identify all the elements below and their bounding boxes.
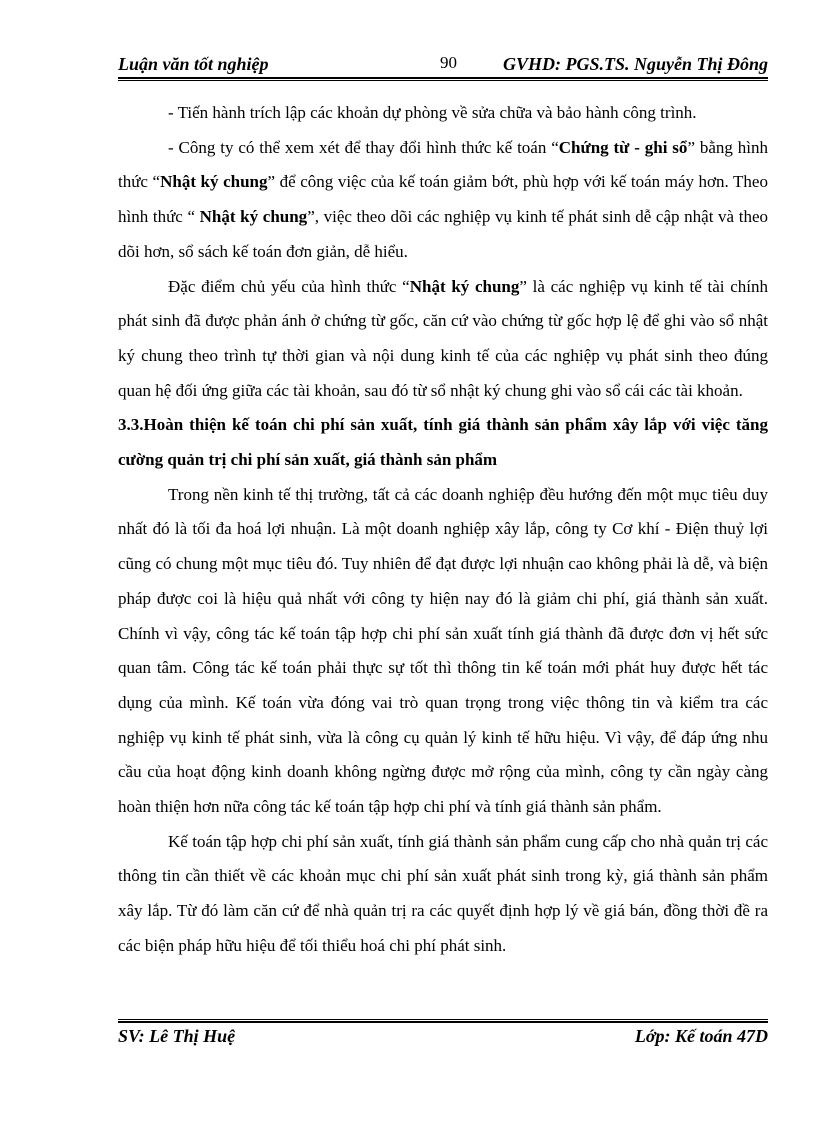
footer-class: Lớp: Kế toán 47D	[634, 1026, 768, 1046]
header-supervisor: GVHD: PGS.TS. Nguyễn Thị Đông	[502, 54, 768, 74]
paragraph-provision: - Tiến hành trích lập các khoản dự phòng về sửa chữa và bảo hành công trình.	[168, 103, 697, 122]
paragraph-cost-accounting: Kế toán tập hợp chi phí sản xuất, tính giá thành sản phẩm cung cấp cho nhà quản trị các thông tin cần thiết về các khoản mục chi phí sản xuất phát sinh trong kỳ, giá thành sản phẩm xây lắp. Từ đó làm căn cứ để nhà quản trị ra các quyết định hợp lý về giá bán, đồng thời đề ra các biện pháp hữu hiệu để tối thiểu hoá chi phí phát sinh.	[118, 831, 768, 955]
page-header	[118, 50, 768, 78]
text-run: ” bằng hình thức “	[118, 137, 768, 192]
bold-term: Nhật ký chung	[409, 276, 520, 296]
bold-term: Nhật ký chung	[199, 207, 308, 227]
bold-term: Nhật ký chung	[160, 172, 268, 192]
text-run: ” là các nghiệp vụ kinh tế tài chính phát sinh đã được phản ánh ở chứng từ gốc, căn cứ vào chứng từ gốc hợp lệ để ghi vào sổ nhật ký chung theo trình tự thời gian và nội dung kinh tế của các nghiệp vụ phát sinh theo đúng quan hệ đối ứng giữa các tài khoản, sau đó từ sổ nhật ký chung ghi vào sổ cái các tài khoản.	[118, 276, 768, 400]
paragraph-accounting-form	[118, 131, 768, 270]
text-run: Đặc điểm chủ yếu của hình thức “	[168, 276, 410, 296]
footer-student: SV: Lê Thị Huệ	[118, 1026, 236, 1046]
paragraph-market-economy: Trong nền kinh tế thị trường, tất cả các doanh nghiệp đều hướng đến một mục tiêu duy nhất đó là tối đa hoá lợi nhuận. Là một doanh nghiệp xây lắp, công ty Cơ khí - Điện thuỷ lợi cũng có chung một mục tiêu đó. Tuy nhiên để đạt được lợi nhuận cao không phải là dễ, và biện pháp được coi là hiệu quả nhất với công ty hiện nay đó là giảm chi phí, giá thành sản xuất. Chính vì vậy, công tác kế toán tập hợp chi phí sản xuất tính giá thành đã được đơn vị hết sức quan tâm. Công tác kế toán phải thực sự tốt thì thông tin kế toán mới phát huy được hết tác dụng của mình. Kế toán vừa đóng vai trò quan trọng trong việc thông tin và kiểm tra các nghiệp vụ kinh tế phát sinh, vừa là công cụ quản lý kinh tế hữu hiệu. Vì vậy, để đáp ứng nhu cầu của hoạt động kinh doanh không ngừng được mở rộng của mình, công ty cần ngày càng hoàn thiện hơn nữa công tác kế toán tập hợp chi phí và tính giá thành sản phẩm.	[118, 484, 768, 817]
text-run: - Công ty có thể xem xét để thay đổi hình thức kế toán “	[168, 137, 559, 157]
footer-rule	[118, 1019, 768, 1023]
paragraph-general-journal	[118, 270, 768, 409]
text-run: ” để công việc của kế toán giảm bớt, phù hợp với kế toán máy hơn. Theo hình thức “	[118, 172, 768, 227]
bold-term: Chứng từ - ghi sổ	[558, 137, 688, 157]
page-number: 90	[440, 53, 457, 72]
section-heading: 3.3.Hoàn thiện kế toán chi phí sản xuất, tính giá thành sản phẩm xây lắp với việc tăng cường quản trị chi phí sản xuất, giá thành sản phẩm	[118, 415, 768, 470]
header-rule	[118, 77, 768, 81]
text-run: ”, việc theo dõi các nghiệp vụ kinh tế phát sinh dễ cập nhật và theo dõi hơn, sổ sách kế toán đơn giản, dễ hiểu.	[118, 207, 768, 261]
header-thesis-title: Luận văn tốt nghiệp	[118, 54, 269, 74]
document-body	[118, 96, 768, 964]
page-footer	[118, 1024, 768, 1052]
